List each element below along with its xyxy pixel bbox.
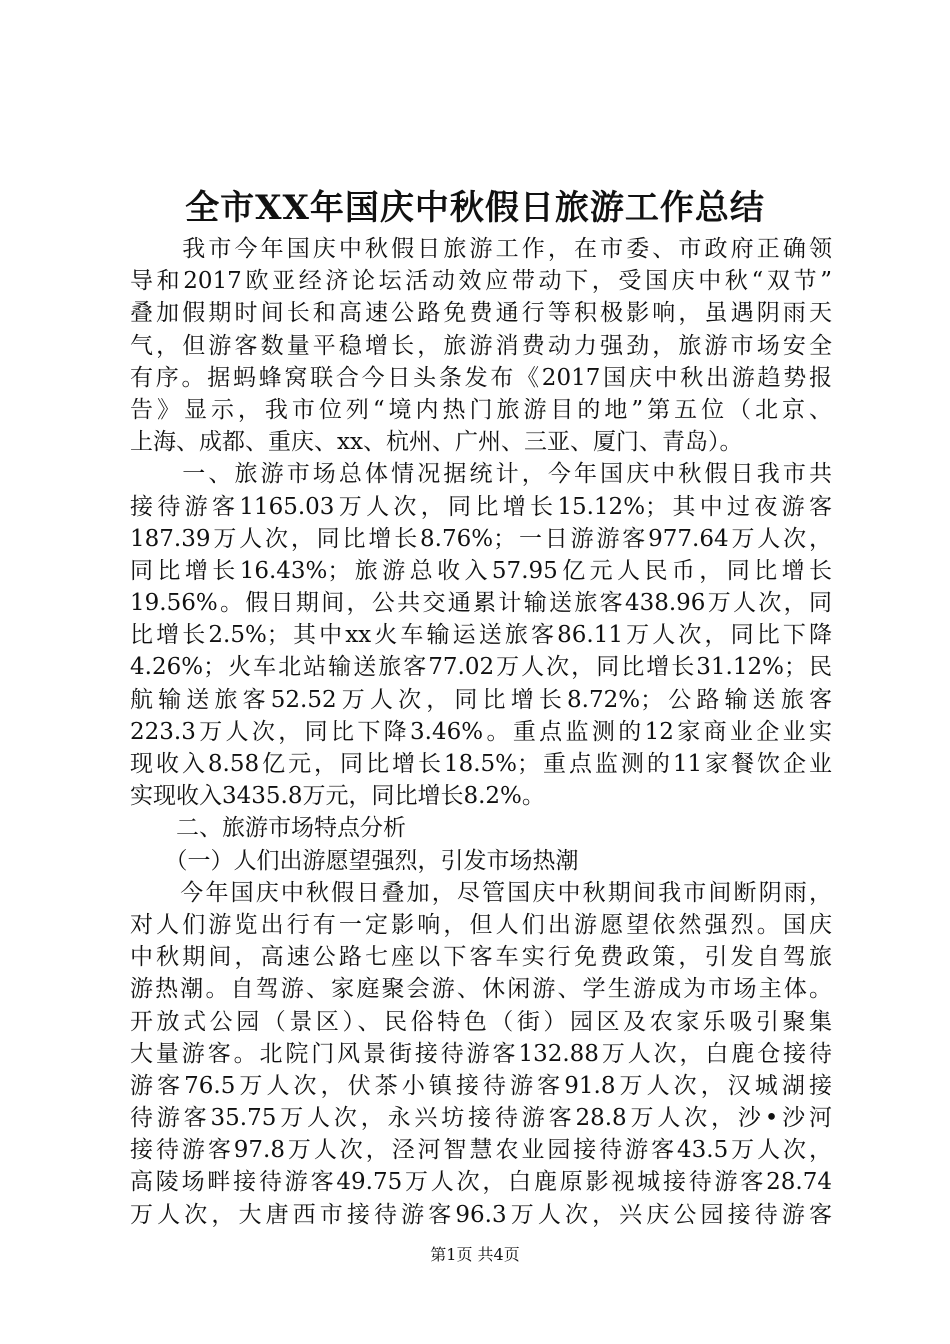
text-line: 实现收入3435.8万元，同比增长8.2%。 <box>130 783 545 810</box>
text-line: 大量游客。北院门风景街接待游客132.88万人次，白鹿仓接待 <box>130 1040 832 1067</box>
text-line: 万人次，大唐西市接待游客96.3万人次，兴庆公园接待游客 <box>130 1201 832 1228</box>
text-line: 开放式公园（景区）、民俗特色（街）园区及农家乐吸引聚集 <box>130 1008 832 1035</box>
text-line: 4.26%；火车北站输送旅客77.02万人次，同比增长31.12%；民 <box>130 654 832 681</box>
text-line: 223.3万人次，同比下降3.46%。重点监测的12家商业企业实 <box>130 718 832 745</box>
document-body <box>130 233 832 1231</box>
text-line: 上海、成都、重庆、xx、杭州、广州、三亚、厦门、青岛）。 <box>130 429 743 456</box>
text-line: 有序。据蚂蜂窝联合今日头条发布《2017国庆中秋出游趋势报 <box>130 364 832 391</box>
text-line: 接待游客97.8万人次，泾河智慧农业园接待游客43.5万人次， <box>130 1137 832 1164</box>
text-line: （一）人们出游愿望强烈，引发市场热潮 <box>130 847 579 874</box>
text-line: 同比增长16.43%；旅游总收入57.95亿元人民币，同比增长 <box>130 557 832 584</box>
text-line: 对人们游览出行有一定影响，但人们出游愿望依然强烈。国庆 <box>130 911 832 938</box>
text-line: 19.56%。假日期间，公共交通累计输送旅客438.96万人次，同 <box>130 590 832 617</box>
text-line: 中秋期间，高速公路七座以下客车实行免费政策，引发自驾旅 <box>130 944 832 971</box>
text-line: 游客76.5万人次，伏茶小镇接待游客91.8万人次，汉城湖接 <box>130 1072 832 1099</box>
text-line: 比增长2.5%；其中xx火车输运送旅客86.11万人次，同比下降 <box>130 622 832 649</box>
text-line: 待游客35.75万人次，永兴坊接待游客28.8万人次，沙•沙河 <box>130 1105 832 1132</box>
document-title: 全市XX年国庆中秋假日旅游工作总结 <box>185 188 765 228</box>
text-line: 航输送旅客52.52万人次，同比增长8.72%；公路输送旅客 <box>130 686 832 713</box>
text-line: 我市今年国庆中秋假日旅游工作，在市委、市政府正确领 <box>130 236 832 262</box>
text-line: 气，但游客数量平稳增长，旅游消费动力强劲，旅游市场安全 <box>130 332 832 359</box>
text-line: 导和2017欧亚经济论坛活动效应带动下，受国庆中秋“双节” <box>130 268 832 295</box>
text-line: 187.39万人次，同比增长8.76%；一日游游客977.64万人次， <box>130 525 832 552</box>
page-footer: 第1页 共4页 <box>430 1245 520 1264</box>
text-line: 告》显示，我市位列“境内热门旅游目的地”第五位（北京、 <box>130 396 832 423</box>
text-line: 游热潮。自驾游、家庭聚会游、休闲游、学生游成为市场主体。 <box>130 976 832 1003</box>
text-line: 高陵场畔接待游客49.75万人次，白鹿原影视城接待游客28.74 <box>130 1169 832 1196</box>
text-line: 叠加假期时间长和高速公路免费通行等积极影响，虽遇阴雨天 <box>130 300 832 327</box>
text-line: 今年国庆中秋假日叠加，尽管国庆中秋期间我市间断阴雨， <box>130 879 832 906</box>
text-line: 接待游客1165.03万人次，同比增长15.12%；其中过夜游客 <box>130 493 832 520</box>
text-line: 一、旅游市场总体情况据统计，今年国庆中秋假日我市共 <box>130 461 832 488</box>
text-line: 现收入8.58亿元，同比增长18.5%；重点监测的11家餐饮企业 <box>130 751 832 777</box>
text-line: 二、旅游市场特点分析 <box>130 815 406 842</box>
